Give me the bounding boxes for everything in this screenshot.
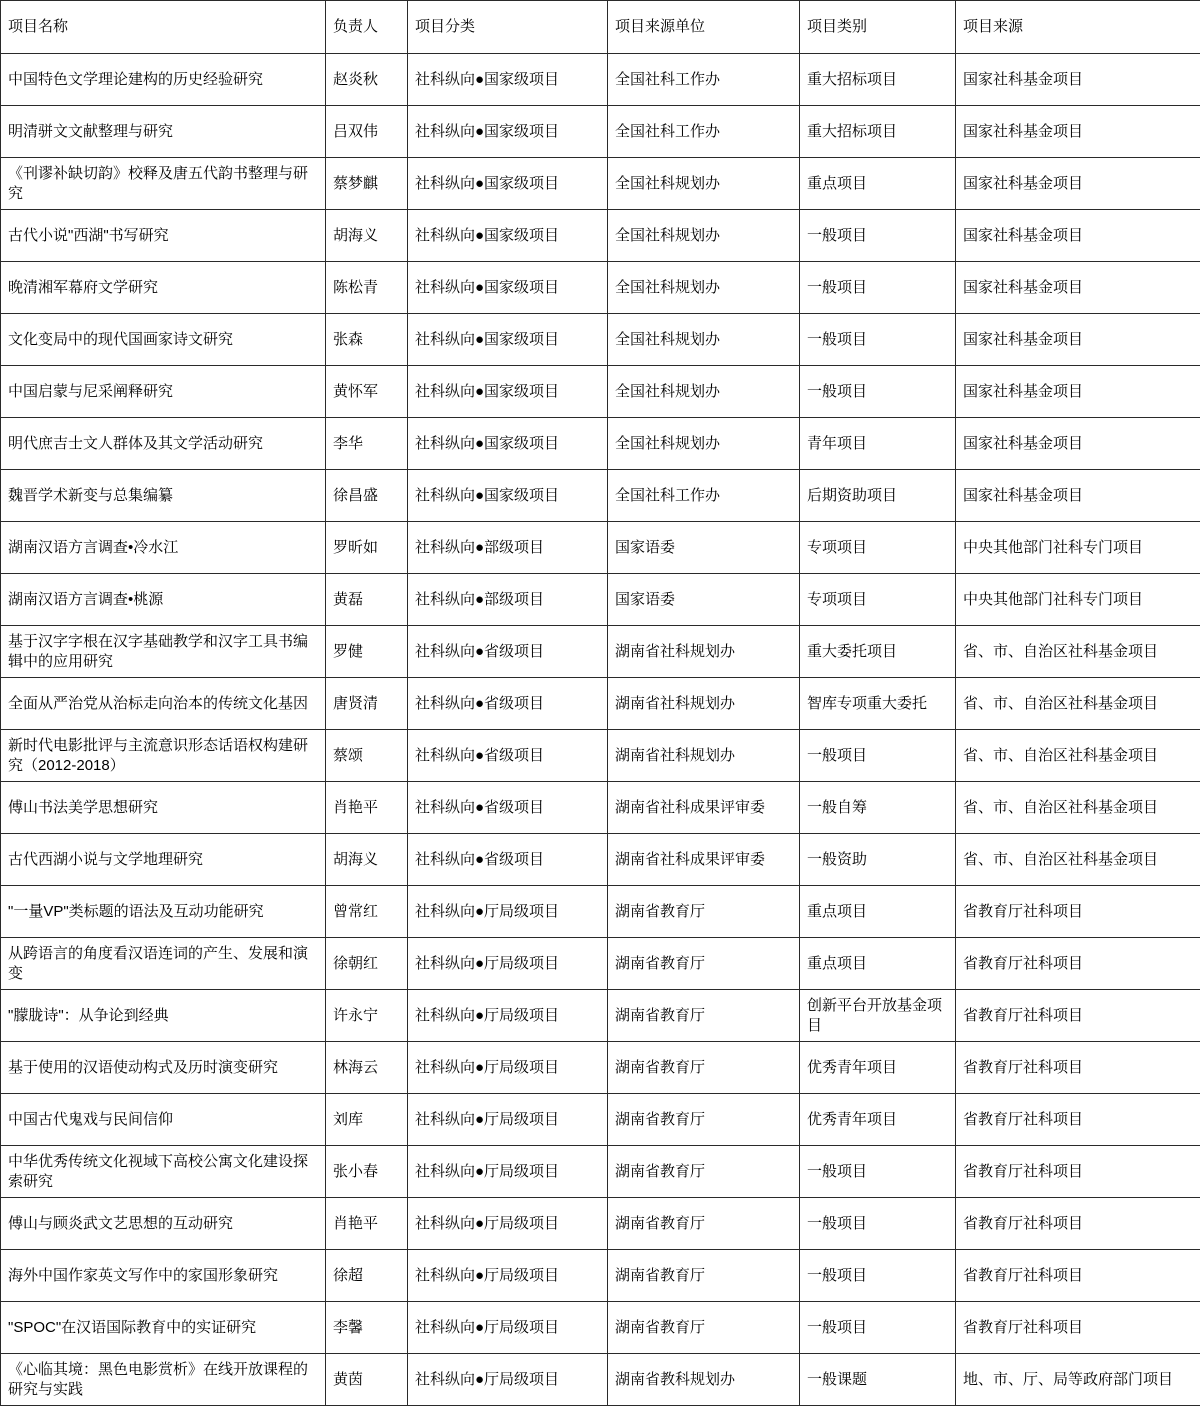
cell-source: 省教育厅社科项目 bbox=[956, 1042, 1200, 1094]
column-header-type: 项目类别 bbox=[800, 1, 956, 54]
cell-source: 国家社科基金项目 bbox=[956, 470, 1200, 522]
cell-source: 国家社科基金项目 bbox=[956, 106, 1200, 158]
cell-unit: 湖南省教育厅 bbox=[608, 1250, 800, 1302]
cell-name: 《心临其境：黑色电影赏析》在线开放课程的研究与实践 bbox=[1, 1354, 326, 1406]
cell-name: 明清骈文文献整理与研究 bbox=[1, 106, 326, 158]
cell-type: 重大招标项目 bbox=[800, 54, 956, 106]
table-row bbox=[1, 782, 1200, 834]
cell-name: 中国古代鬼戏与民间信仰 bbox=[1, 1094, 326, 1146]
cell-category: 社科纵向●厅局级项目 bbox=[408, 1250, 608, 1302]
cell-type: 一般项目 bbox=[800, 1198, 956, 1250]
table-row bbox=[1, 1094, 1200, 1146]
table-row bbox=[1, 418, 1200, 470]
cell-type: 一般自筹 bbox=[800, 782, 956, 834]
cell-category: 社科纵向●厅局级项目 bbox=[408, 1042, 608, 1094]
column-header-source: 项目来源 bbox=[956, 1, 1200, 54]
cell-unit: 湖南省教育厅 bbox=[608, 886, 800, 938]
cell-category: 社科纵向●厅局级项目 bbox=[408, 1302, 608, 1354]
cell-source: 省教育厅社科项目 bbox=[956, 1302, 1200, 1354]
cell-category: 社科纵向●部级项目 bbox=[408, 522, 608, 574]
cell-category: 社科纵向●国家级项目 bbox=[408, 314, 608, 366]
cell-unit: 湖南省教育厅 bbox=[608, 1094, 800, 1146]
cell-type: 一般项目 bbox=[800, 366, 956, 418]
cell-category: 社科纵向●国家级项目 bbox=[408, 158, 608, 210]
table-row bbox=[1, 1354, 1200, 1406]
cell-name: 古代小说"西湖"书写研究 bbox=[1, 210, 326, 262]
cell-unit: 全国社科工作办 bbox=[608, 470, 800, 522]
cell-source: 省、市、自治区社科基金项目 bbox=[956, 678, 1200, 730]
table-row bbox=[1, 990, 1200, 1042]
cell-type: 重点项目 bbox=[800, 886, 956, 938]
cell-type: 一般项目 bbox=[800, 1302, 956, 1354]
cell-name: "一量VP"类标题的语法及互动功能研究 bbox=[1, 886, 326, 938]
cell-unit: 湖南省社科规划办 bbox=[608, 626, 800, 678]
cell-unit: 全国社科规划办 bbox=[608, 366, 800, 418]
cell-category: 社科纵向●国家级项目 bbox=[408, 418, 608, 470]
cell-category: 社科纵向●国家级项目 bbox=[408, 262, 608, 314]
table-row bbox=[1, 522, 1200, 574]
cell-source: 国家社科基金项目 bbox=[956, 418, 1200, 470]
table-row bbox=[1, 1146, 1200, 1198]
cell-source: 国家社科基金项目 bbox=[956, 210, 1200, 262]
cell-type: 重点项目 bbox=[800, 938, 956, 990]
cell-category: 社科纵向●国家级项目 bbox=[408, 210, 608, 262]
cell-unit: 湖南省教育厅 bbox=[608, 938, 800, 990]
table-row bbox=[1, 210, 1200, 262]
cell-category: 社科纵向●国家级项目 bbox=[408, 106, 608, 158]
cell-unit: 湖南省教育厅 bbox=[608, 1302, 800, 1354]
cell-type: 一般项目 bbox=[800, 1250, 956, 1302]
cell-name: 湖南汉语方言调查•桃源 bbox=[1, 574, 326, 626]
cell-unit: 湖南省社科规划办 bbox=[608, 678, 800, 730]
cell-name: 魏晋学术新变与总集编纂 bbox=[1, 470, 326, 522]
cell-source: 省、市、自治区社科基金项目 bbox=[956, 730, 1200, 782]
cell-name: 文化变局中的现代国画家诗文研究 bbox=[1, 314, 326, 366]
table-row bbox=[1, 54, 1200, 106]
cell-leader: 许永宁 bbox=[326, 990, 408, 1042]
cell-unit: 国家语委 bbox=[608, 522, 800, 574]
cell-category: 社科纵向●省级项目 bbox=[408, 834, 608, 886]
cell-leader: 徐超 bbox=[326, 1250, 408, 1302]
cell-leader: 蔡梦麒 bbox=[326, 158, 408, 210]
cell-type: 重点项目 bbox=[800, 158, 956, 210]
cell-category: 社科纵向●厅局级项目 bbox=[408, 1354, 608, 1406]
cell-type: 一般项目 bbox=[800, 314, 956, 366]
cell-leader: 陈松青 bbox=[326, 262, 408, 314]
cell-unit: 全国社科工作办 bbox=[608, 106, 800, 158]
cell-leader: 张小春 bbox=[326, 1146, 408, 1198]
cell-name: 基于使用的汉语使动构式及历时演变研究 bbox=[1, 1042, 326, 1094]
cell-leader: 胡海义 bbox=[326, 210, 408, 262]
cell-leader: 李华 bbox=[326, 418, 408, 470]
cell-source: 中央其他部门社科专门项目 bbox=[956, 574, 1200, 626]
cell-unit: 湖南省社科规划办 bbox=[608, 730, 800, 782]
table-row bbox=[1, 1250, 1200, 1302]
cell-name: 全面从严治党从治标走向治本的传统文化基因 bbox=[1, 678, 326, 730]
cell-leader: 刘库 bbox=[326, 1094, 408, 1146]
cell-name: 傅山与顾炎武文艺思想的互动研究 bbox=[1, 1198, 326, 1250]
column-header-unit: 项目来源单位 bbox=[608, 1, 800, 54]
cell-category: 社科纵向●省级项目 bbox=[408, 782, 608, 834]
cell-category: 社科纵向●省级项目 bbox=[408, 626, 608, 678]
cell-source: 省教育厅社科项目 bbox=[956, 1198, 1200, 1250]
cell-type: 专项项目 bbox=[800, 522, 956, 574]
cell-type: 优秀青年项目 bbox=[800, 1094, 956, 1146]
cell-unit: 湖南省教育厅 bbox=[608, 1146, 800, 1198]
cell-source: 省教育厅社科项目 bbox=[956, 938, 1200, 990]
cell-type: 一般资助 bbox=[800, 834, 956, 886]
cell-leader: 吕双伟 bbox=[326, 106, 408, 158]
cell-type: 智库专项重大委托 bbox=[800, 678, 956, 730]
cell-unit: 全国社科规划办 bbox=[608, 418, 800, 470]
cell-leader: 张森 bbox=[326, 314, 408, 366]
cell-source: 国家社科基金项目 bbox=[956, 54, 1200, 106]
table-row bbox=[1, 1198, 1200, 1250]
cell-source: 中央其他部门社科专门项目 bbox=[956, 522, 1200, 574]
cell-name: 基于汉字字根在汉字基础教学和汉字工具书编辑中的应用研究 bbox=[1, 626, 326, 678]
column-header-category: 项目分类 bbox=[408, 1, 608, 54]
cell-source: 省教育厅社科项目 bbox=[956, 1250, 1200, 1302]
cell-category: 社科纵向●省级项目 bbox=[408, 678, 608, 730]
cell-unit: 全国社科工作办 bbox=[608, 54, 800, 106]
cell-leader: 黄怀军 bbox=[326, 366, 408, 418]
cell-unit: 国家语委 bbox=[608, 574, 800, 626]
cell-name: 傅山书法美学思想研究 bbox=[1, 782, 326, 834]
cell-leader: 唐贤清 bbox=[326, 678, 408, 730]
cell-category: 社科纵向●省级项目 bbox=[408, 730, 608, 782]
cell-type: 重大委托项目 bbox=[800, 626, 956, 678]
table-row bbox=[1, 314, 1200, 366]
cell-unit: 湖南省教育厅 bbox=[608, 990, 800, 1042]
cell-source: 国家社科基金项目 bbox=[956, 262, 1200, 314]
cell-source: 省、市、自治区社科基金项目 bbox=[956, 834, 1200, 886]
cell-name: 中华优秀传统文化视域下高校公寓文化建设探索研究 bbox=[1, 1146, 326, 1198]
cell-unit: 全国社科规划办 bbox=[608, 314, 800, 366]
cell-leader: 林海云 bbox=[326, 1042, 408, 1094]
cell-source: 省教育厅社科项目 bbox=[956, 886, 1200, 938]
cell-unit: 全国社科规划办 bbox=[608, 210, 800, 262]
cell-type: 重大招标项目 bbox=[800, 106, 956, 158]
table-row bbox=[1, 938, 1200, 990]
cell-source: 地、市、厅、局等政府部门项目 bbox=[956, 1354, 1200, 1406]
cell-leader: 黄茵 bbox=[326, 1354, 408, 1406]
cell-source: 国家社科基金项目 bbox=[956, 158, 1200, 210]
cell-type: 优秀青年项目 bbox=[800, 1042, 956, 1094]
cell-unit: 湖南省社科成果评审委 bbox=[608, 834, 800, 886]
cell-category: 社科纵向●厅局级项目 bbox=[408, 938, 608, 990]
cell-name: 古代西湖小说与文学地理研究 bbox=[1, 834, 326, 886]
cell-leader: 曾常红 bbox=[326, 886, 408, 938]
cell-name: "SPOC"在汉语国际教育中的实证研究 bbox=[1, 1302, 326, 1354]
table-row bbox=[1, 678, 1200, 730]
table-row bbox=[1, 1042, 1200, 1094]
cell-unit: 湖南省教育厅 bbox=[608, 1198, 800, 1250]
cell-category: 社科纵向●国家级项目 bbox=[408, 470, 608, 522]
cell-name: 《刊谬补缺切韵》校释及唐五代韵书整理与研究 bbox=[1, 158, 326, 210]
cell-leader: 徐昌盛 bbox=[326, 470, 408, 522]
cell-type: 一般项目 bbox=[800, 210, 956, 262]
table-row bbox=[1, 366, 1200, 418]
cell-name: 海外中国作家英文写作中的家国形象研究 bbox=[1, 1250, 326, 1302]
cell-leader: 蔡颂 bbox=[326, 730, 408, 782]
cell-type: 青年项目 bbox=[800, 418, 956, 470]
table-row bbox=[1, 158, 1200, 210]
cell-leader: 徐朝红 bbox=[326, 938, 408, 990]
table-row bbox=[1, 1302, 1200, 1354]
cell-source: 省、市、自治区社科基金项目 bbox=[956, 782, 1200, 834]
cell-leader: 罗健 bbox=[326, 626, 408, 678]
cell-type: 创新平台开放基金项目 bbox=[800, 990, 956, 1042]
cell-type: 专项项目 bbox=[800, 574, 956, 626]
cell-category: 社科纵向●厅局级项目 bbox=[408, 1146, 608, 1198]
cell-type: 一般项目 bbox=[800, 730, 956, 782]
cell-leader: 胡海义 bbox=[326, 834, 408, 886]
cell-name: "朦胧诗"：从争论到经典 bbox=[1, 990, 326, 1042]
table-body bbox=[1, 54, 1200, 1406]
header-row bbox=[1, 1, 1200, 54]
cell-name: 中国启蒙与尼采阐释研究 bbox=[1, 366, 326, 418]
cell-category: 社科纵向●厅局级项目 bbox=[408, 886, 608, 938]
cell-name: 湖南汉语方言调查•冷水江 bbox=[1, 522, 326, 574]
column-header-leader: 负责人 bbox=[326, 1, 408, 54]
cell-name: 晚清湘军幕府文学研究 bbox=[1, 262, 326, 314]
cell-category: 社科纵向●部级项目 bbox=[408, 574, 608, 626]
cell-name: 明代庶吉士文人群体及其文学活动研究 bbox=[1, 418, 326, 470]
cell-name: 新时代电影批评与主流意识形态话语权构建研究（2012-2018） bbox=[1, 730, 326, 782]
cell-category: 社科纵向●厅局级项目 bbox=[408, 1198, 608, 1250]
cell-source: 省教育厅社科项目 bbox=[956, 1146, 1200, 1198]
cell-unit: 湖南省教科规划办 bbox=[608, 1354, 800, 1406]
cell-leader: 肖艳平 bbox=[326, 782, 408, 834]
table-row bbox=[1, 470, 1200, 522]
table-row bbox=[1, 262, 1200, 314]
table-row bbox=[1, 730, 1200, 782]
table-row bbox=[1, 834, 1200, 886]
cell-leader: 罗昕如 bbox=[326, 522, 408, 574]
cell-type: 一般课题 bbox=[800, 1354, 956, 1406]
cell-unit: 全国社科规划办 bbox=[608, 262, 800, 314]
cell-type: 后期资助项目 bbox=[800, 470, 956, 522]
cell-leader: 李馨 bbox=[326, 1302, 408, 1354]
cell-type: 一般项目 bbox=[800, 262, 956, 314]
table-row bbox=[1, 106, 1200, 158]
table-row bbox=[1, 574, 1200, 626]
cell-leader: 黄磊 bbox=[326, 574, 408, 626]
cell-leader: 赵炎秋 bbox=[326, 54, 408, 106]
cell-source: 国家社科基金项目 bbox=[956, 366, 1200, 418]
cell-source: 省教育厅社科项目 bbox=[956, 990, 1200, 1042]
column-header-name: 项目名称 bbox=[1, 1, 326, 54]
cell-leader: 肖艳平 bbox=[326, 1198, 408, 1250]
cell-category: 社科纵向●国家级项目 bbox=[408, 366, 608, 418]
cell-type: 一般项目 bbox=[800, 1146, 956, 1198]
cell-name: 从跨语言的角度看汉语连词的产生、发展和演变 bbox=[1, 938, 326, 990]
cell-category: 社科纵向●国家级项目 bbox=[408, 54, 608, 106]
cell-name: 中国特色文学理论建构的历史经验研究 bbox=[1, 54, 326, 106]
cell-source: 省、市、自治区社科基金项目 bbox=[956, 626, 1200, 678]
cell-source: 省教育厅社科项目 bbox=[956, 1094, 1200, 1146]
table-row bbox=[1, 886, 1200, 938]
cell-unit: 全国社科规划办 bbox=[608, 158, 800, 210]
cell-category: 社科纵向●厅局级项目 bbox=[408, 1094, 608, 1146]
cell-category: 社科纵向●厅局级项目 bbox=[408, 990, 608, 1042]
table-row bbox=[1, 626, 1200, 678]
cell-source: 国家社科基金项目 bbox=[956, 314, 1200, 366]
cell-unit: 湖南省社科成果评审委 bbox=[608, 782, 800, 834]
cell-unit: 湖南省教育厅 bbox=[608, 1042, 800, 1094]
